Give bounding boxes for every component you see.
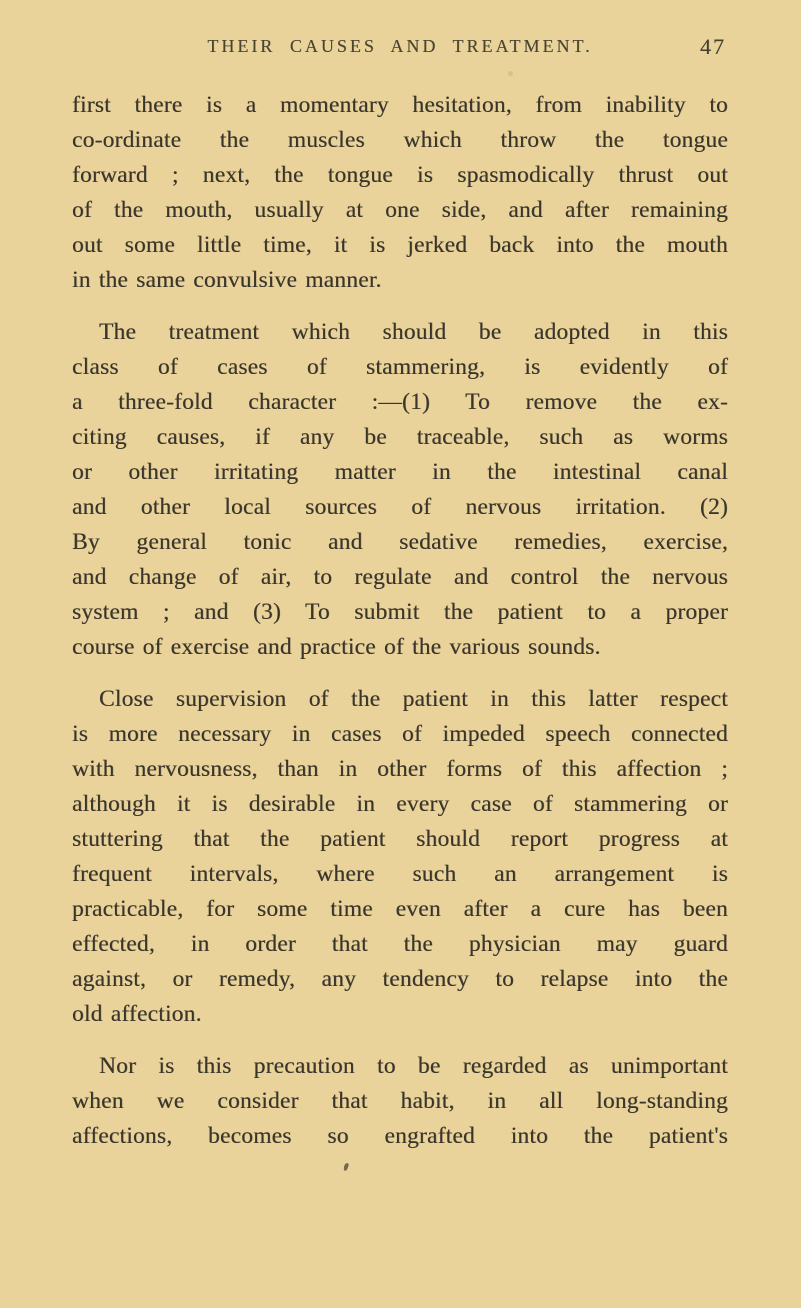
text-line: The treatment which should be adopted in this <box>99 319 728 345</box>
text-line: By general tonic and sedative remedies, exercise, <box>72 529 728 555</box>
text-line: effected, in order that the physician may guard <box>72 931 728 957</box>
text-line: Nor is this precaution to be regarded as unimportant <box>99 1053 728 1079</box>
paragraph <box>72 315 728 665</box>
page-number: 47 <box>700 34 726 59</box>
paragraph <box>72 682 728 1032</box>
text-line: a three-fold character :—(1) To remove the ex- <box>72 389 728 415</box>
paragraph <box>72 88 728 298</box>
text-line: stuttering that the patient should report progress at <box>72 826 728 852</box>
text-line: in the same convulsive manner. <box>72 267 382 293</box>
text-line: although it is desirable in every case of stammering or <box>72 791 728 817</box>
text-line: system ; and (3) To submit the patient to a proper <box>72 599 728 625</box>
text-line: with nervousness, than in other forms of this affection ; <box>72 756 728 782</box>
text-line: Close supervision of the patient in this latter respect <box>99 686 728 712</box>
text-line: class of cases of stammering, is evidently of <box>72 354 728 380</box>
text-line: out some little time, it is jerked back into the mouth <box>72 232 728 258</box>
text-line: course of exercise and practice of the various sounds. <box>72 634 601 660</box>
running-head <box>72 36 728 62</box>
text-line: or other irritating matter in the intestinal canal <box>72 459 728 485</box>
text-line: and change of air, to regulate and control the nervous <box>72 564 728 590</box>
body-text <box>72 88 728 1171</box>
text-line: affections, becomes so engrafted into the patient's <box>72 1123 728 1149</box>
text-line: forward ; next, the tongue is spasmodically thrust out <box>72 162 728 188</box>
running-title: THEIR CAUSES AND TREATMENT. <box>207 36 593 56</box>
text-line: of the mouth, usually at one side, and after remaining <box>72 197 728 223</box>
text-line: co-ordinate the muscles which throw the tongue <box>72 127 728 153</box>
text-line: citing causes, if any be traceable, such as worms <box>72 424 728 450</box>
text-line: practicable, for some time even after a cure has been <box>72 896 728 922</box>
text-line: first there is a momentary hesitation, from inability to <box>72 92 728 118</box>
film-speck <box>508 71 513 76</box>
text-line: and other local sources of nervous irritation. (2) <box>72 494 728 520</box>
text-line: is more necessary in cases of impeded speech connected <box>72 721 728 747</box>
text-line: when we consider that habit, in all long-standing <box>72 1088 728 1114</box>
paragraph <box>72 1049 728 1154</box>
text-line: against, or remedy, any tendency to relapse into the <box>72 966 728 992</box>
text-line: frequent intervals, where such an arrangement is <box>72 861 728 887</box>
text-line: old affection. <box>72 1001 202 1027</box>
